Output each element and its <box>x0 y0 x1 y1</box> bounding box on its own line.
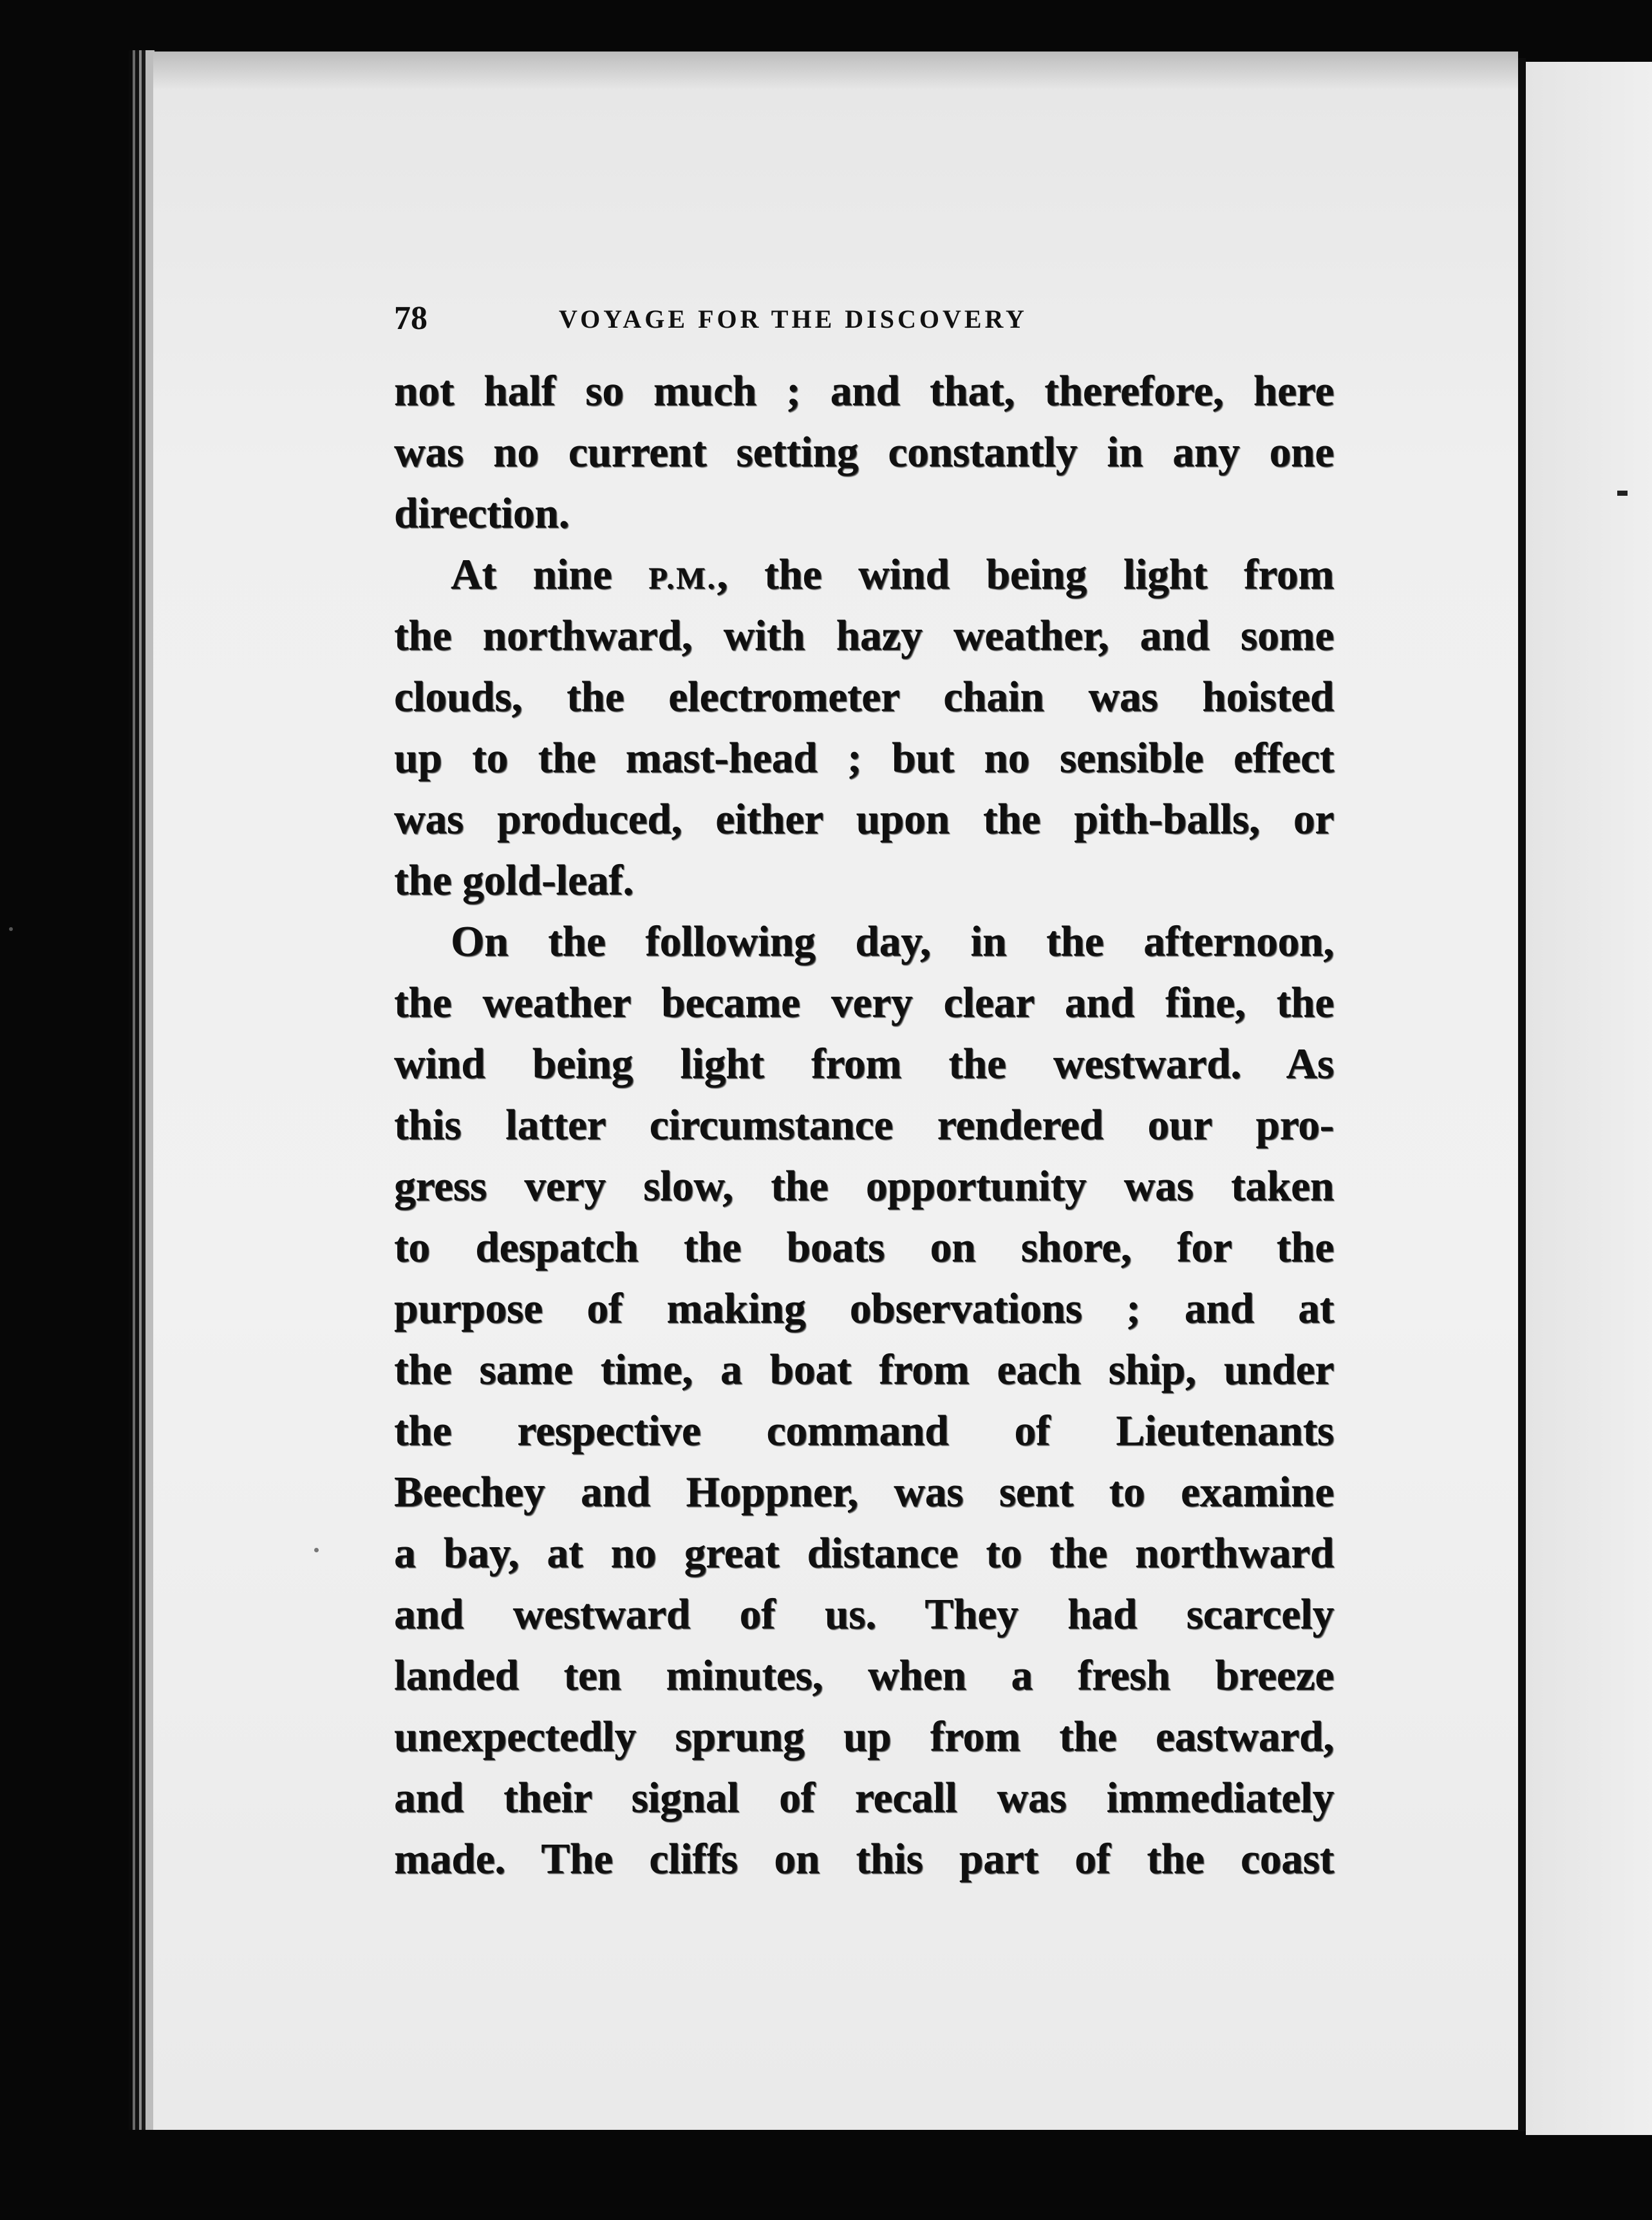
text-line: a bay, at no great distance to the northward <box>394 1529 1334 1577</box>
facing-page-gutter <box>1518 58 1526 2131</box>
small-caps-time: P.M. <box>648 561 717 596</box>
text-line: the northward, with hazy weather, and some <box>394 612 1334 659</box>
text-line: purpose of making observations ; and at <box>394 1284 1334 1332</box>
text-line: On the following day, in the afternoon, <box>451 917 1334 965</box>
text-fragment: At nine <box>451 550 649 598</box>
text-line: the gold-leaf. <box>394 856 634 904</box>
text-line: up to the mast-head ; but no sensible effect <box>394 734 1334 782</box>
text-line: landed ten minutes, when a fresh breeze <box>394 1651 1334 1699</box>
text-line: not half so much ; and that, therefore, here <box>394 367 1334 415</box>
text-line: was produced, either upon the pith-balls, or <box>394 795 1334 843</box>
text-line: made. The cliffs on this part of the coast <box>394 1835 1334 1883</box>
body-text <box>394 361 1334 1890</box>
text-line: and westward of us. They had scarcely <box>394 1590 1334 1638</box>
text-line <box>394 544 1334 605</box>
text-line: gress very slow, the opportunity was taken <box>394 1162 1334 1210</box>
text-line: clouds, the electrometer chain was hoisted <box>394 673 1334 720</box>
running-head: VOYAGE FOR THE DISCOVERY <box>559 305 1028 334</box>
page-number: 78 <box>394 300 427 337</box>
dust-speck <box>314 1548 319 1552</box>
text-line: the same time, a boat from each ship, under <box>394 1346 1334 1393</box>
dust-speck <box>9 927 13 931</box>
book-binding-edge <box>129 50 155 2130</box>
text-line: wind being light from the westward. As <box>394 1040 1334 1087</box>
text-line: the respective command of Lieutenants <box>394 1407 1334 1454</box>
text-line: Beechey and Hoppner, was sent to examine <box>394 1468 1334 1516</box>
page-top-shadow <box>153 52 1518 90</box>
text-line: to despatch the boats on shore, for the <box>394 1223 1334 1271</box>
text-line: this latter circumstance rendered our pro- <box>394 1101 1334 1149</box>
facing-page-sliver <box>1526 62 1652 2135</box>
text-line: direction. <box>394 489 570 537</box>
page-header <box>394 296 1340 341</box>
text-line: the weather became very clear and fine, the <box>394 979 1334 1026</box>
text-line: and their signal of recall was immediately <box>394 1774 1334 1821</box>
text-line: was no current setting constantly in any one <box>394 428 1334 476</box>
text-line: unexpectedly sprung up from the eastward, <box>394 1713 1334 1760</box>
text-fragment: , the wind being light from <box>717 550 1334 598</box>
facing-page-mark <box>1617 491 1628 496</box>
